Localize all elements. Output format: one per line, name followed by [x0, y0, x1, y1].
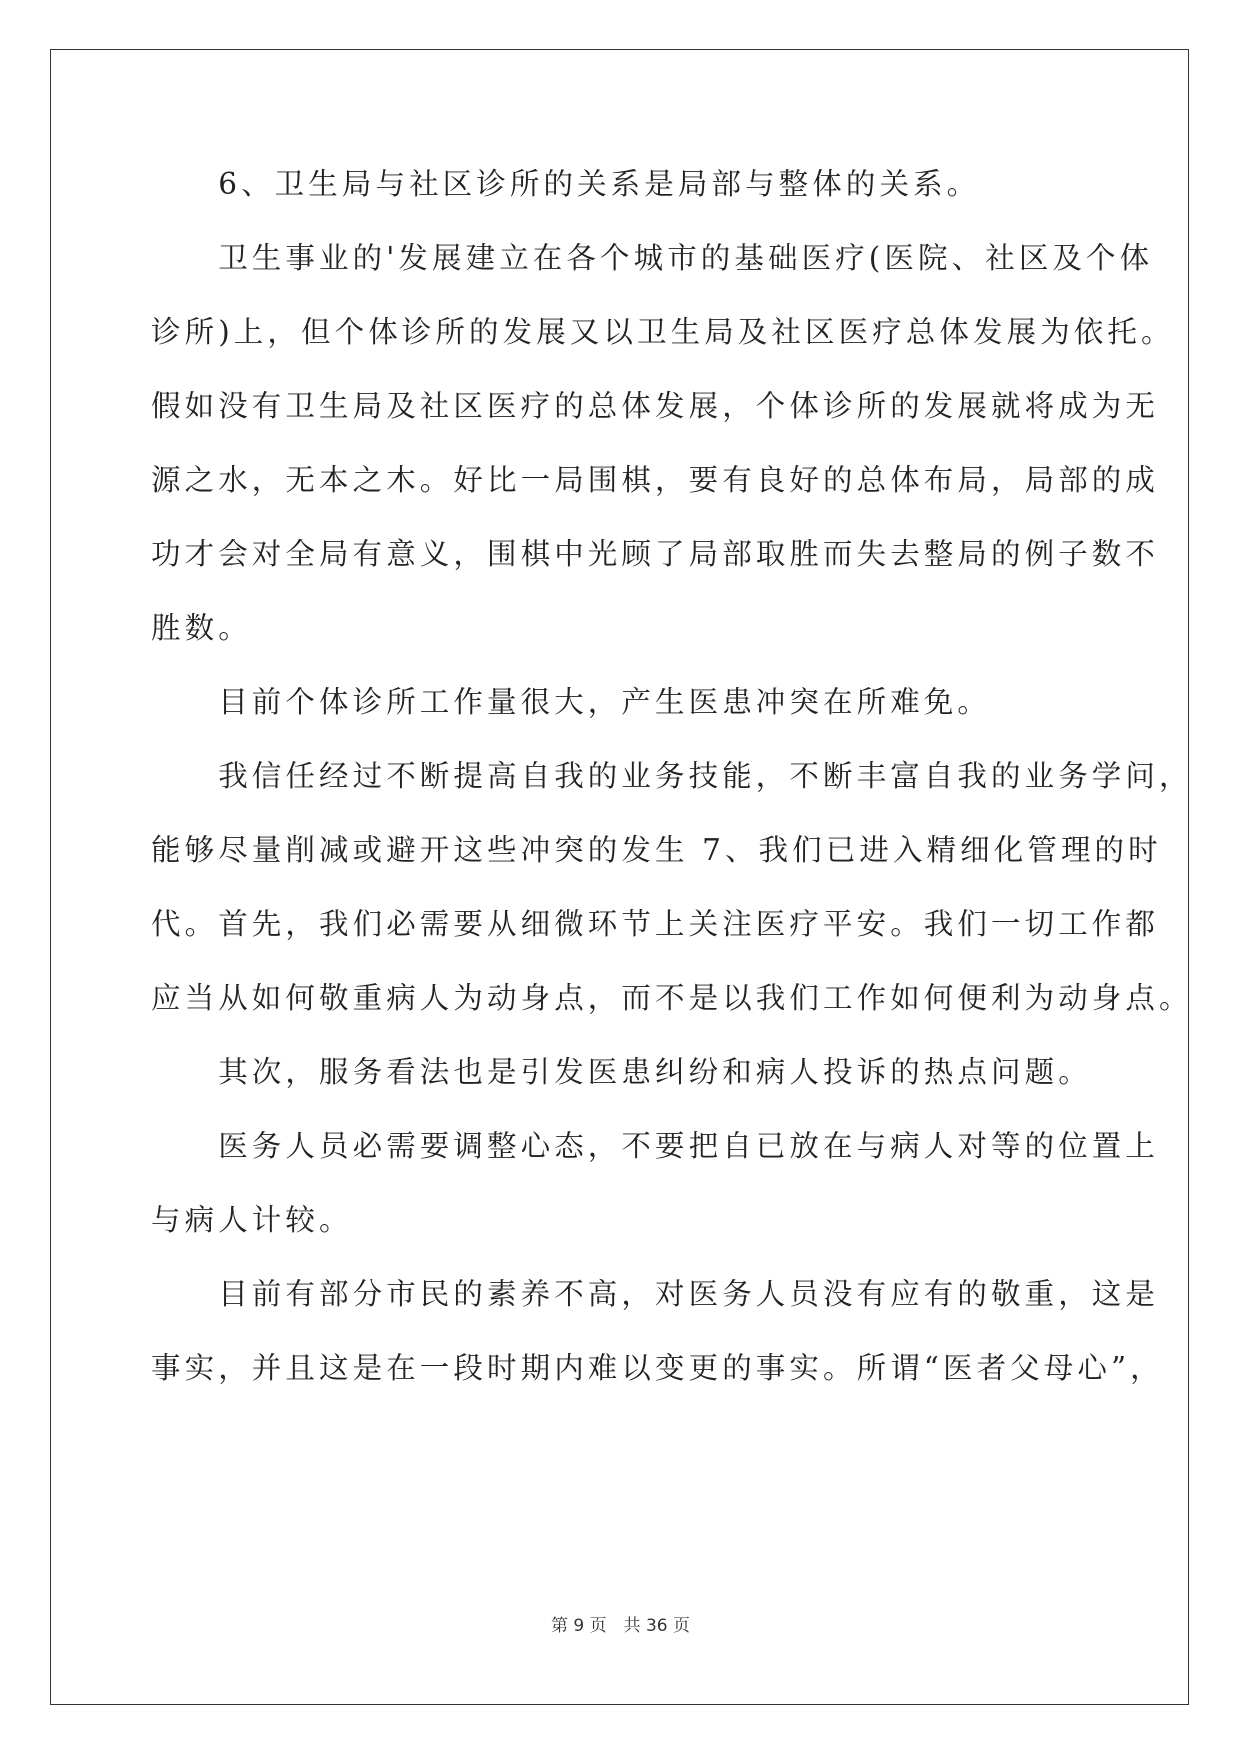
- text-line: 目前有部分市民的素养不高，对医务人员没有应有的敬重，这是: [151, 1277, 1160, 1311]
- text-line: 代。首先，我们必需要从细微环节上关注医疗平安。我们一切工作都: [151, 907, 1160, 941]
- text-line: 假如没有卫生局及社区医疗的总体发展，个体诊所的发展就将成为无: [151, 389, 1160, 423]
- text-line: 卫生事业的'发展建立在各个城市的基础医疗(医院、社区及个体: [151, 241, 1154, 275]
- text-line: 应当从如何敬重病人为动身点，而不是以我们工作如何便利为动身点。: [151, 981, 1193, 1015]
- text-line: 胜数。: [151, 611, 252, 645]
- text-line: 能够尽量削减或避开这些冲突的发生 7、我们已进入精细化管理的时: [151, 833, 1162, 867]
- page-footer: [0, 1615, 1241, 1637]
- text-line: 源之水，无本之木。好比一局围棋，要有良好的总体布局，局部的成: [151, 463, 1160, 497]
- text-line: 医务人员必需要调整心态，不要把自已放在与病人对等的位置上: [151, 1129, 1160, 1163]
- page-number-label: 第 9 页 共 36 页: [550, 1616, 691, 1636]
- text-line: 事实，并且这是在一段时期内难以变更的事实。所谓“医者父母心”，: [151, 1351, 1164, 1385]
- text-line: 6、卫生局与社区诊所的关系是局部与整体的关系。: [151, 167, 981, 201]
- text-line: 目前个体诊所工作量很大，产生医患冲突在所难免。: [151, 685, 992, 719]
- text-line: 我信任经过不断提高自我的业务技能，不断丰富自我的业务学问，: [151, 759, 1193, 793]
- text-line: 功才会对全局有意义，围棋中光顾了局部取胜而失去整局的例子数不: [151, 537, 1160, 571]
- text-line: 其次，服务看法也是引发医患纠纷和病人投诉的热点问题。: [151, 1055, 1092, 1089]
- text-line: 诊所)上，但个体诊所的发展又以卫生局及社区医疗总体发展为依托。: [151, 315, 1175, 349]
- document-body: [151, 166, 1193, 1387]
- text-line: 与病人计较。: [151, 1203, 353, 1237]
